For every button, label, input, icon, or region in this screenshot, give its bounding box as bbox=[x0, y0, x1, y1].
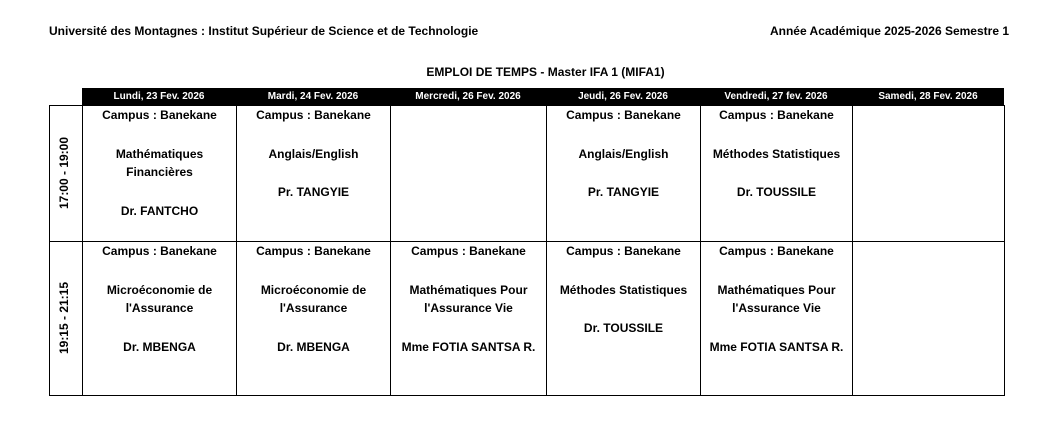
day-header: Mardi, 24 Fev. 2026 bbox=[236, 88, 390, 105]
cell-teacher: Pr. TANGYIE bbox=[587, 185, 660, 199]
cell-course: Anglais/English bbox=[578, 146, 669, 161]
cell-campus: Campus : Banekane bbox=[102, 108, 217, 122]
cell-course: Mathématiques Pour l'Assurance Vie bbox=[409, 282, 528, 315]
cell-teacher: Dr. MBENGA bbox=[123, 339, 196, 354]
timetable-cell bbox=[853, 106, 1004, 126]
cell-course: Mathématiques Financières bbox=[115, 146, 204, 179]
timetable-cell bbox=[237, 106, 390, 202]
cell-campus: Campus : Banekane bbox=[102, 244, 217, 258]
day-header: Mercredi, 26 Fev. 2026 bbox=[390, 88, 546, 105]
timetable-cell bbox=[547, 106, 700, 202]
cell-course: Microéconomie de l'Assurance bbox=[260, 282, 367, 315]
cell-teacher: Mme FOTIA SANTSA R. bbox=[401, 339, 536, 354]
timetable-cell bbox=[547, 242, 700, 338]
cell-course: Anglais/English bbox=[268, 146, 359, 161]
cell-teacher: Mme FOTIA SANTSA R. bbox=[709, 339, 844, 354]
cell-campus: Campus : Banekane bbox=[411, 244, 526, 258]
institution-name: Université des Montagnes : Institut Supérieur de Science et de Technologie bbox=[49, 24, 479, 38]
day-header: Samedi, 28 Fev. 2026 bbox=[852, 88, 1004, 105]
cell-course: Mathématiques Pour l'Assurance Vie bbox=[717, 282, 836, 315]
time-slot-label: 17:00 - 19:00 bbox=[57, 136, 71, 210]
cell-campus: Campus : Banekane bbox=[256, 244, 371, 258]
cell-campus: Campus : Banekane bbox=[566, 108, 681, 122]
cell-teacher: Pr. TANGYIE bbox=[277, 185, 350, 199]
academic-year: Année Académique 2025-2026 Semestre 1 bbox=[769, 24, 1009, 38]
timetable-cell bbox=[701, 106, 852, 202]
grid-line bbox=[49, 105, 50, 396]
timetable-cell bbox=[701, 242, 852, 356]
cell-teacher: Dr. TOUSSILE bbox=[736, 185, 817, 199]
timetable-title: EMPLOI DE TEMPS - Master IFA 1 (MIFA1) bbox=[426, 65, 665, 79]
day-header: Vendredi, 27 fev. 2026 bbox=[700, 88, 852, 105]
grid-line bbox=[1004, 105, 1005, 396]
cell-campus: Campus : Banekane bbox=[719, 108, 834, 122]
cell-teacher: Dr. TOUSSILE bbox=[583, 321, 664, 335]
timetable-cell bbox=[237, 242, 390, 356]
cell-course: Méthodes Statistiques bbox=[559, 282, 688, 297]
cell-course: Méthodes Statistiques bbox=[712, 146, 841, 161]
cell-teacher: Dr. FANTCHO bbox=[120, 203, 199, 218]
timetable-cell bbox=[853, 242, 1004, 262]
day-header: Jeudi, 26 Fev. 2026 bbox=[546, 88, 700, 105]
timetable-cell bbox=[83, 106, 236, 220]
day-header: Lundi, 23 Fev. 2026 bbox=[82, 88, 236, 105]
timetable-cell bbox=[83, 242, 236, 356]
cell-course: Microéconomie de l'Assurance bbox=[106, 282, 213, 315]
cell-campus: Campus : Banekane bbox=[256, 108, 371, 122]
grid-line bbox=[49, 395, 1005, 396]
time-slot-label: 19:15 - 21:15 bbox=[57, 281, 71, 355]
cell-campus: Campus : Banekane bbox=[566, 244, 681, 258]
timetable-cell bbox=[391, 106, 546, 126]
cell-teacher: Dr. MBENGA bbox=[277, 339, 350, 354]
timetable-cell bbox=[391, 242, 546, 356]
cell-campus: Campus : Banekane bbox=[719, 244, 834, 258]
